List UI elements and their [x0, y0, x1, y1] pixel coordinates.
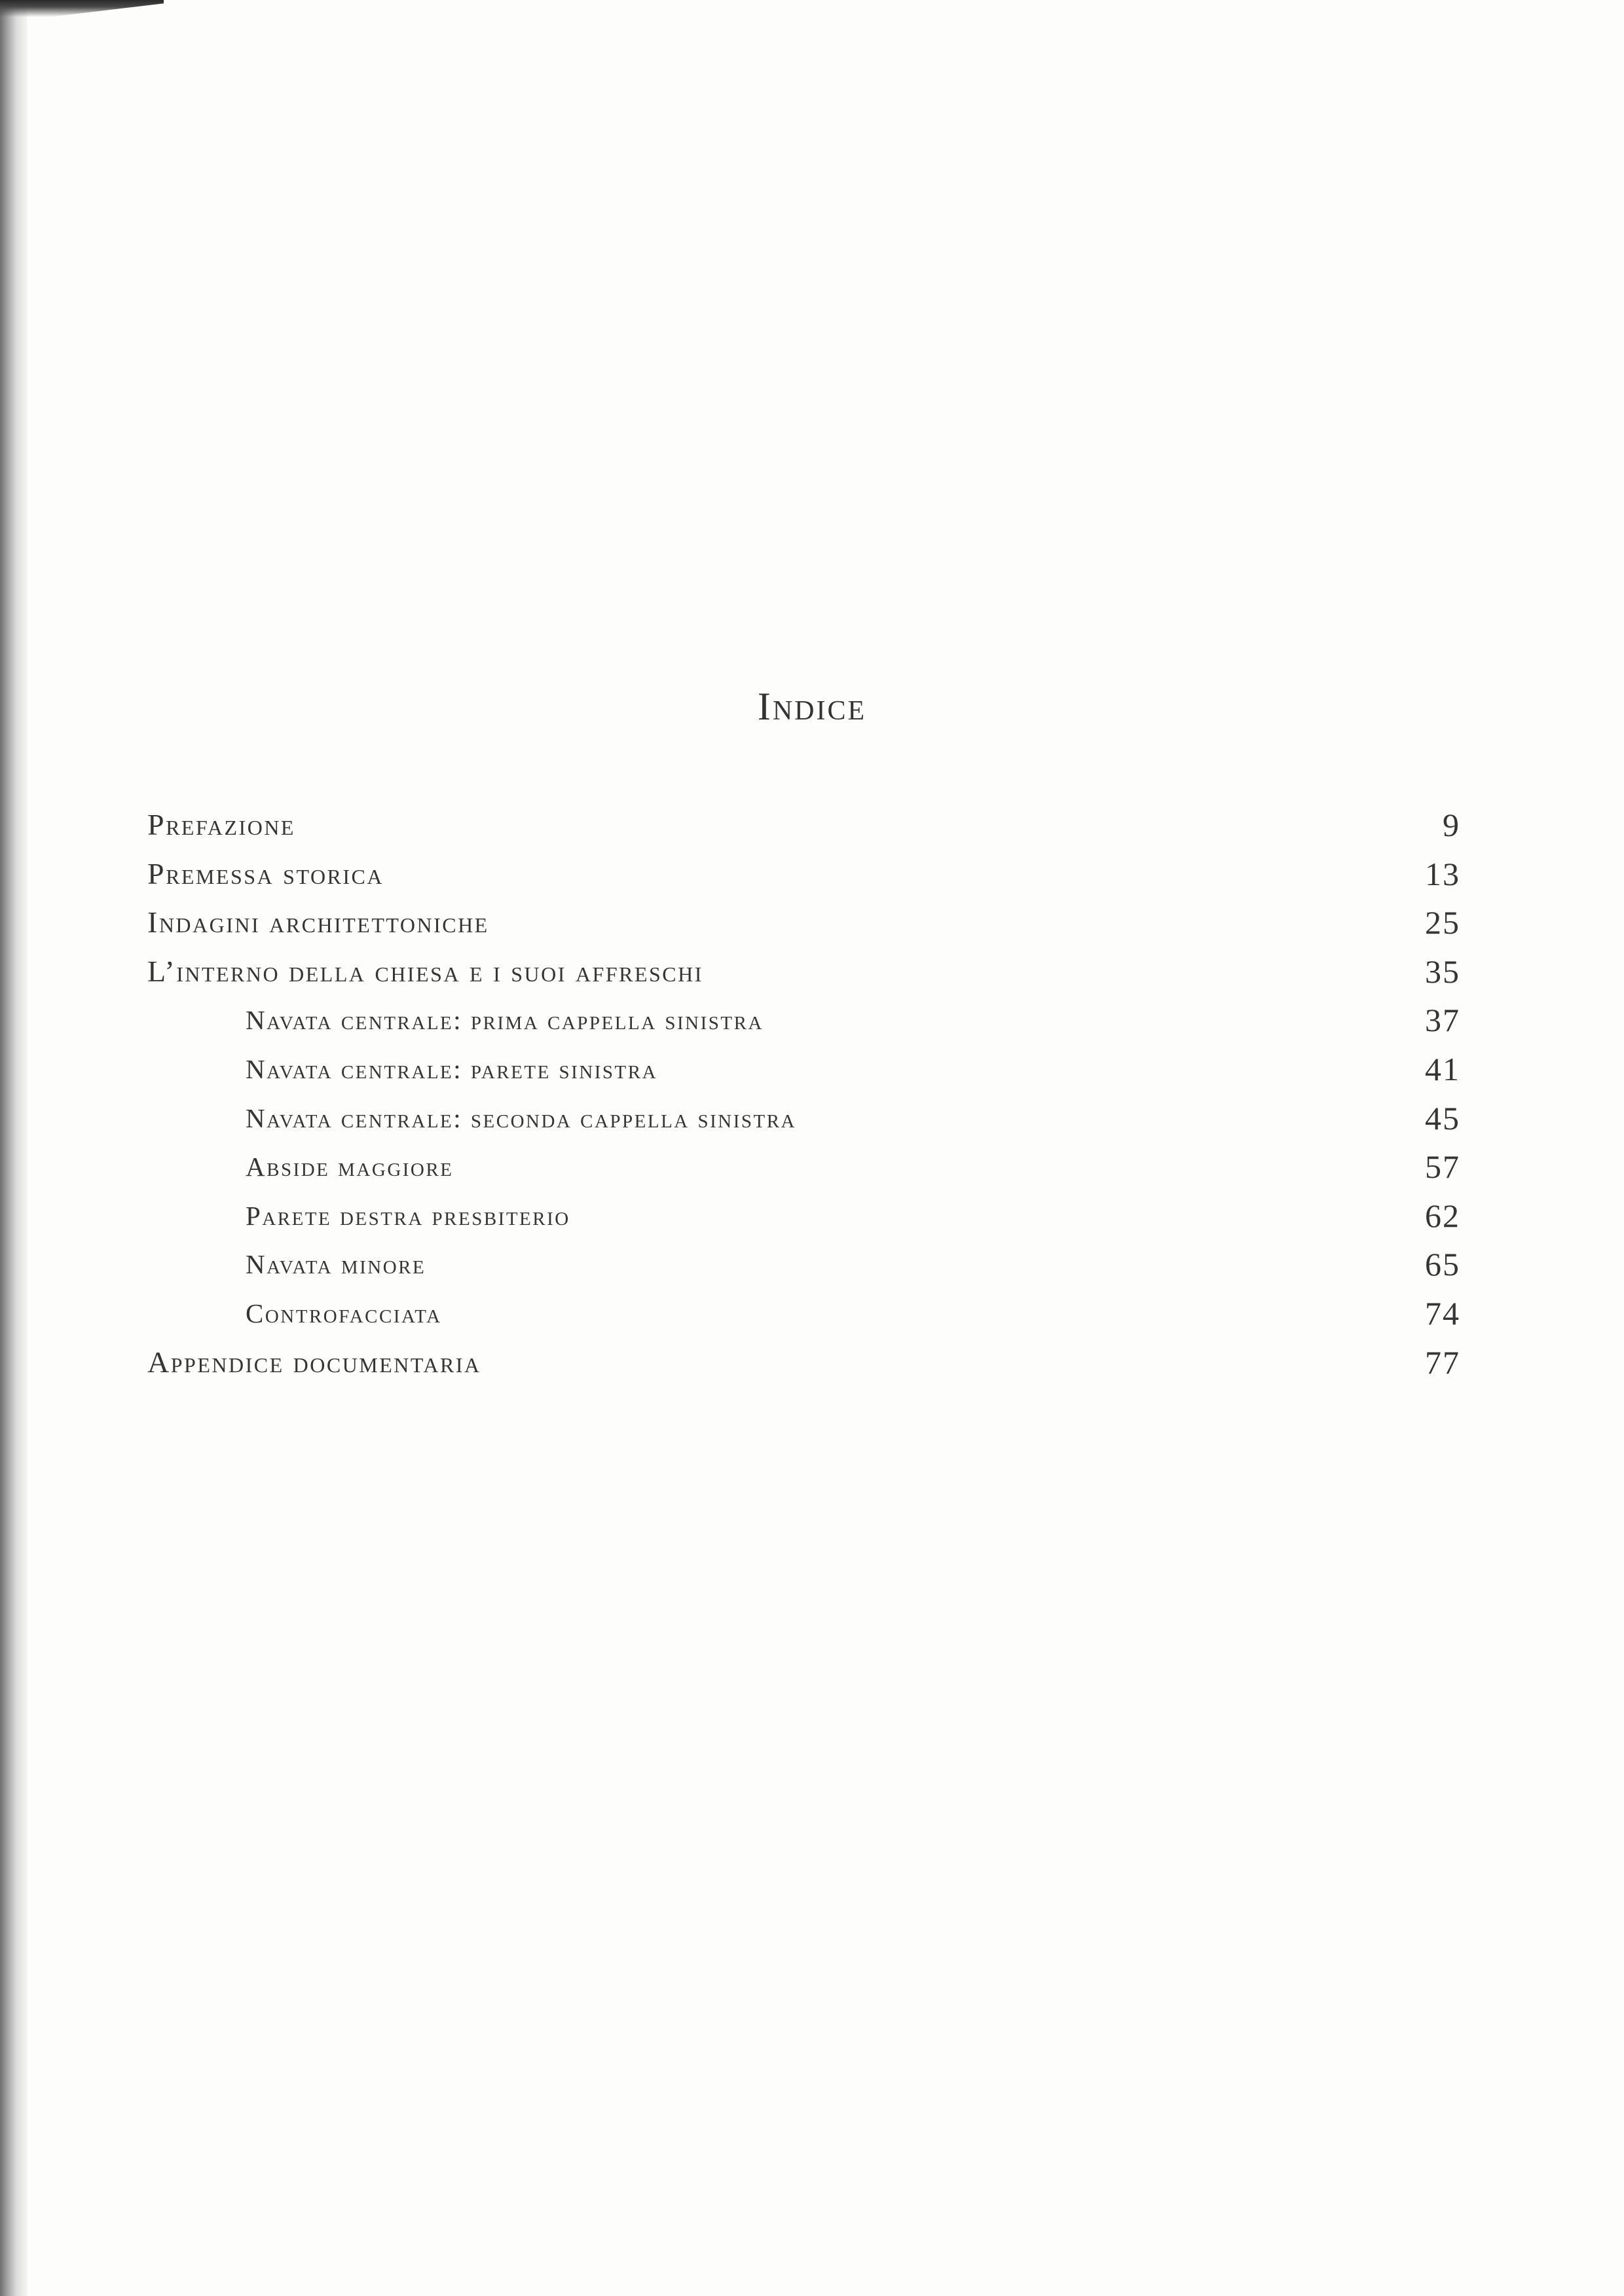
toc-entry-page: 13 [1425, 855, 1460, 892]
toc-subentry[interactable] [147, 1094, 1460, 1143]
toc-subentry-page: 62 [1425, 1197, 1460, 1234]
toc-entry-label: Premessa storica [147, 856, 384, 890]
table-of-contents [147, 801, 1460, 1387]
toc-subentry[interactable] [147, 1142, 1460, 1192]
scan-corner-shadow [0, 0, 164, 17]
toc-entry-page: 35 [1425, 953, 1460, 990]
toc-entry-page: 9 [1443, 807, 1460, 843]
toc-subentry-label: Navata minore [246, 1249, 426, 1280]
toc-entry-label: L’interno della chiesa e i suoi affreschi [147, 954, 703, 988]
toc-subentry-label: Navata centrale: parete sinistra [246, 1053, 658, 1084]
toc-entry[interactable] [147, 801, 1460, 850]
toc-entry-page: 77 [1425, 1343, 1460, 1381]
toc-entry[interactable] [147, 1338, 1460, 1387]
toc-subentry[interactable] [147, 1192, 1460, 1241]
toc-entry[interactable] [147, 947, 1460, 996]
toc-subentry-label: Parete destra presbiterio [246, 1200, 570, 1231]
toc-subentry-label: Navata centrale: prima cappella sinistra [246, 1005, 764, 1036]
toc-subentry-page: 37 [1425, 1002, 1460, 1039]
toc-subentry[interactable] [147, 1289, 1460, 1338]
toc-entry[interactable] [147, 850, 1460, 899]
toc-entry-label: Indagini architettoniche [147, 905, 489, 939]
toc-subentry[interactable] [147, 1240, 1460, 1289]
toc-subentry[interactable] [147, 1045, 1460, 1094]
toc-subentry-page: 74 [1425, 1294, 1460, 1332]
toc-entry[interactable] [147, 898, 1460, 947]
binding-shadow [0, 0, 28, 2296]
toc-subentry[interactable] [147, 996, 1460, 1045]
toc-subentry-page: 57 [1425, 1148, 1460, 1186]
toc-entry-label: Appendice documentaria [147, 1345, 481, 1379]
toc-subentry-page: 45 [1425, 1099, 1460, 1137]
toc-subentry-label: Navata centrale: seconda cappella sinistra [246, 1102, 797, 1133]
toc-entry-label: Prefazione [147, 808, 295, 841]
toc-subentry-label: Controfacciata [246, 1298, 442, 1328]
toc-subentry-page: 41 [1425, 1050, 1460, 1087]
toc-subentry-page: 65 [1425, 1246, 1460, 1283]
toc-subentry-label: Abside maggiore [246, 1152, 454, 1182]
page-title: Indice [757, 685, 867, 728]
toc-entry-page: 25 [1425, 904, 1460, 941]
